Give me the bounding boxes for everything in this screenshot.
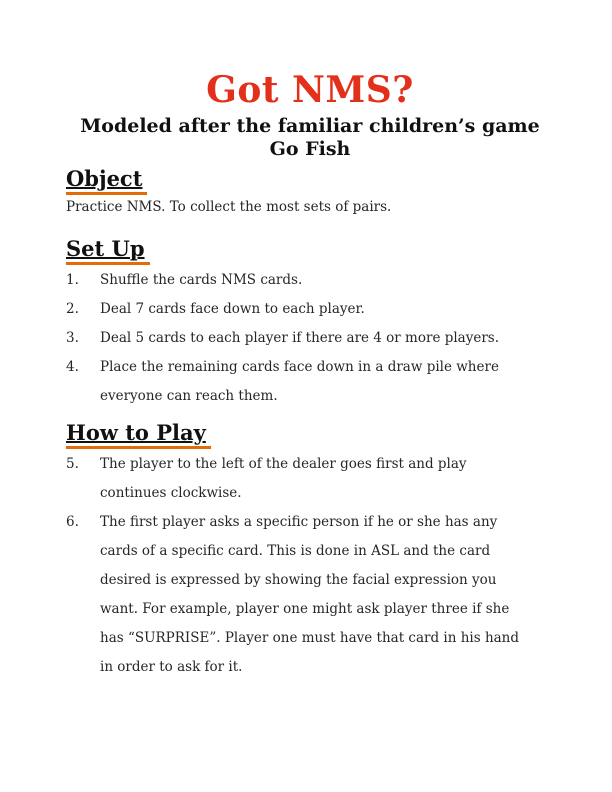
list-item-number: 5. [66, 456, 79, 472]
list-item-line: The player to the left of the dealer goes first and play [100, 456, 467, 472]
list-item [66, 508, 554, 682]
section-setup [66, 237, 554, 411]
list-item-text [100, 295, 554, 324]
list-item [66, 295, 554, 324]
list-item-line: in order to ask for it. [100, 659, 243, 675]
list-item-number: 1. [66, 272, 79, 288]
section-setup-heading: Set Up [66, 237, 150, 265]
page-subtitle-line1: Modeled after the familiar children’s game [80, 115, 540, 137]
list-item [66, 450, 554, 508]
list-item-number: 2. [66, 301, 79, 317]
page-title: Got NMS? [206, 69, 414, 111]
list-item-line: The first player asks a specific person if he or she has any [100, 514, 498, 530]
list-item-text [100, 508, 554, 682]
list-item-line: desired is expressed by showing the facial expression you [100, 572, 497, 588]
list-item-line: has “SURPRISE”. Player one must have that card in his hand [100, 630, 520, 646]
list-item-number: 6. [66, 514, 79, 530]
section-object [66, 167, 554, 217]
list-item-line: cards of a specific card. This is done in ASL and the card [100, 543, 491, 559]
list-item [66, 353, 554, 411]
section-object-heading: Object [66, 167, 147, 195]
section-object-body: Practice NMS. To collect the most sets of pairs. [66, 199, 392, 215]
page-subtitle-line2: Go Fish [269, 138, 351, 160]
list-item [66, 324, 554, 353]
list-item-line: Deal 5 cards to each player if there are 4 or more players. [100, 330, 500, 346]
list-item-text [100, 450, 554, 508]
section-how-to-play [66, 421, 554, 682]
list-item-number: 4. [66, 359, 79, 375]
list-item-text [100, 266, 554, 295]
list-item-text [100, 353, 554, 411]
list-item-line: everyone can reach them. [100, 388, 278, 404]
list-item-number: 3. [66, 330, 79, 346]
section-object-heading-row [66, 167, 554, 195]
section-how-to-play-heading-row [66, 421, 554, 449]
page-subtitle [66, 115, 554, 161]
list-item-line: continues clockwise. [100, 485, 242, 501]
section-how-to-play-heading: How to Play [66, 421, 211, 449]
list-item-line: want. For example, player one might ask player three if she [100, 601, 510, 617]
section-setup-heading-row [66, 237, 554, 265]
list-item-line: Shuffle the cards NMS cards. [100, 272, 303, 288]
how-to-play-list [66, 450, 554, 682]
list-item-line: Place the remaining cards face down in a draw pile where [100, 359, 499, 375]
list-item-text [100, 324, 554, 353]
list-item-line: Deal 7 cards face down to each player. [100, 301, 365, 317]
setup-list [66, 266, 554, 411]
list-item [66, 266, 554, 295]
